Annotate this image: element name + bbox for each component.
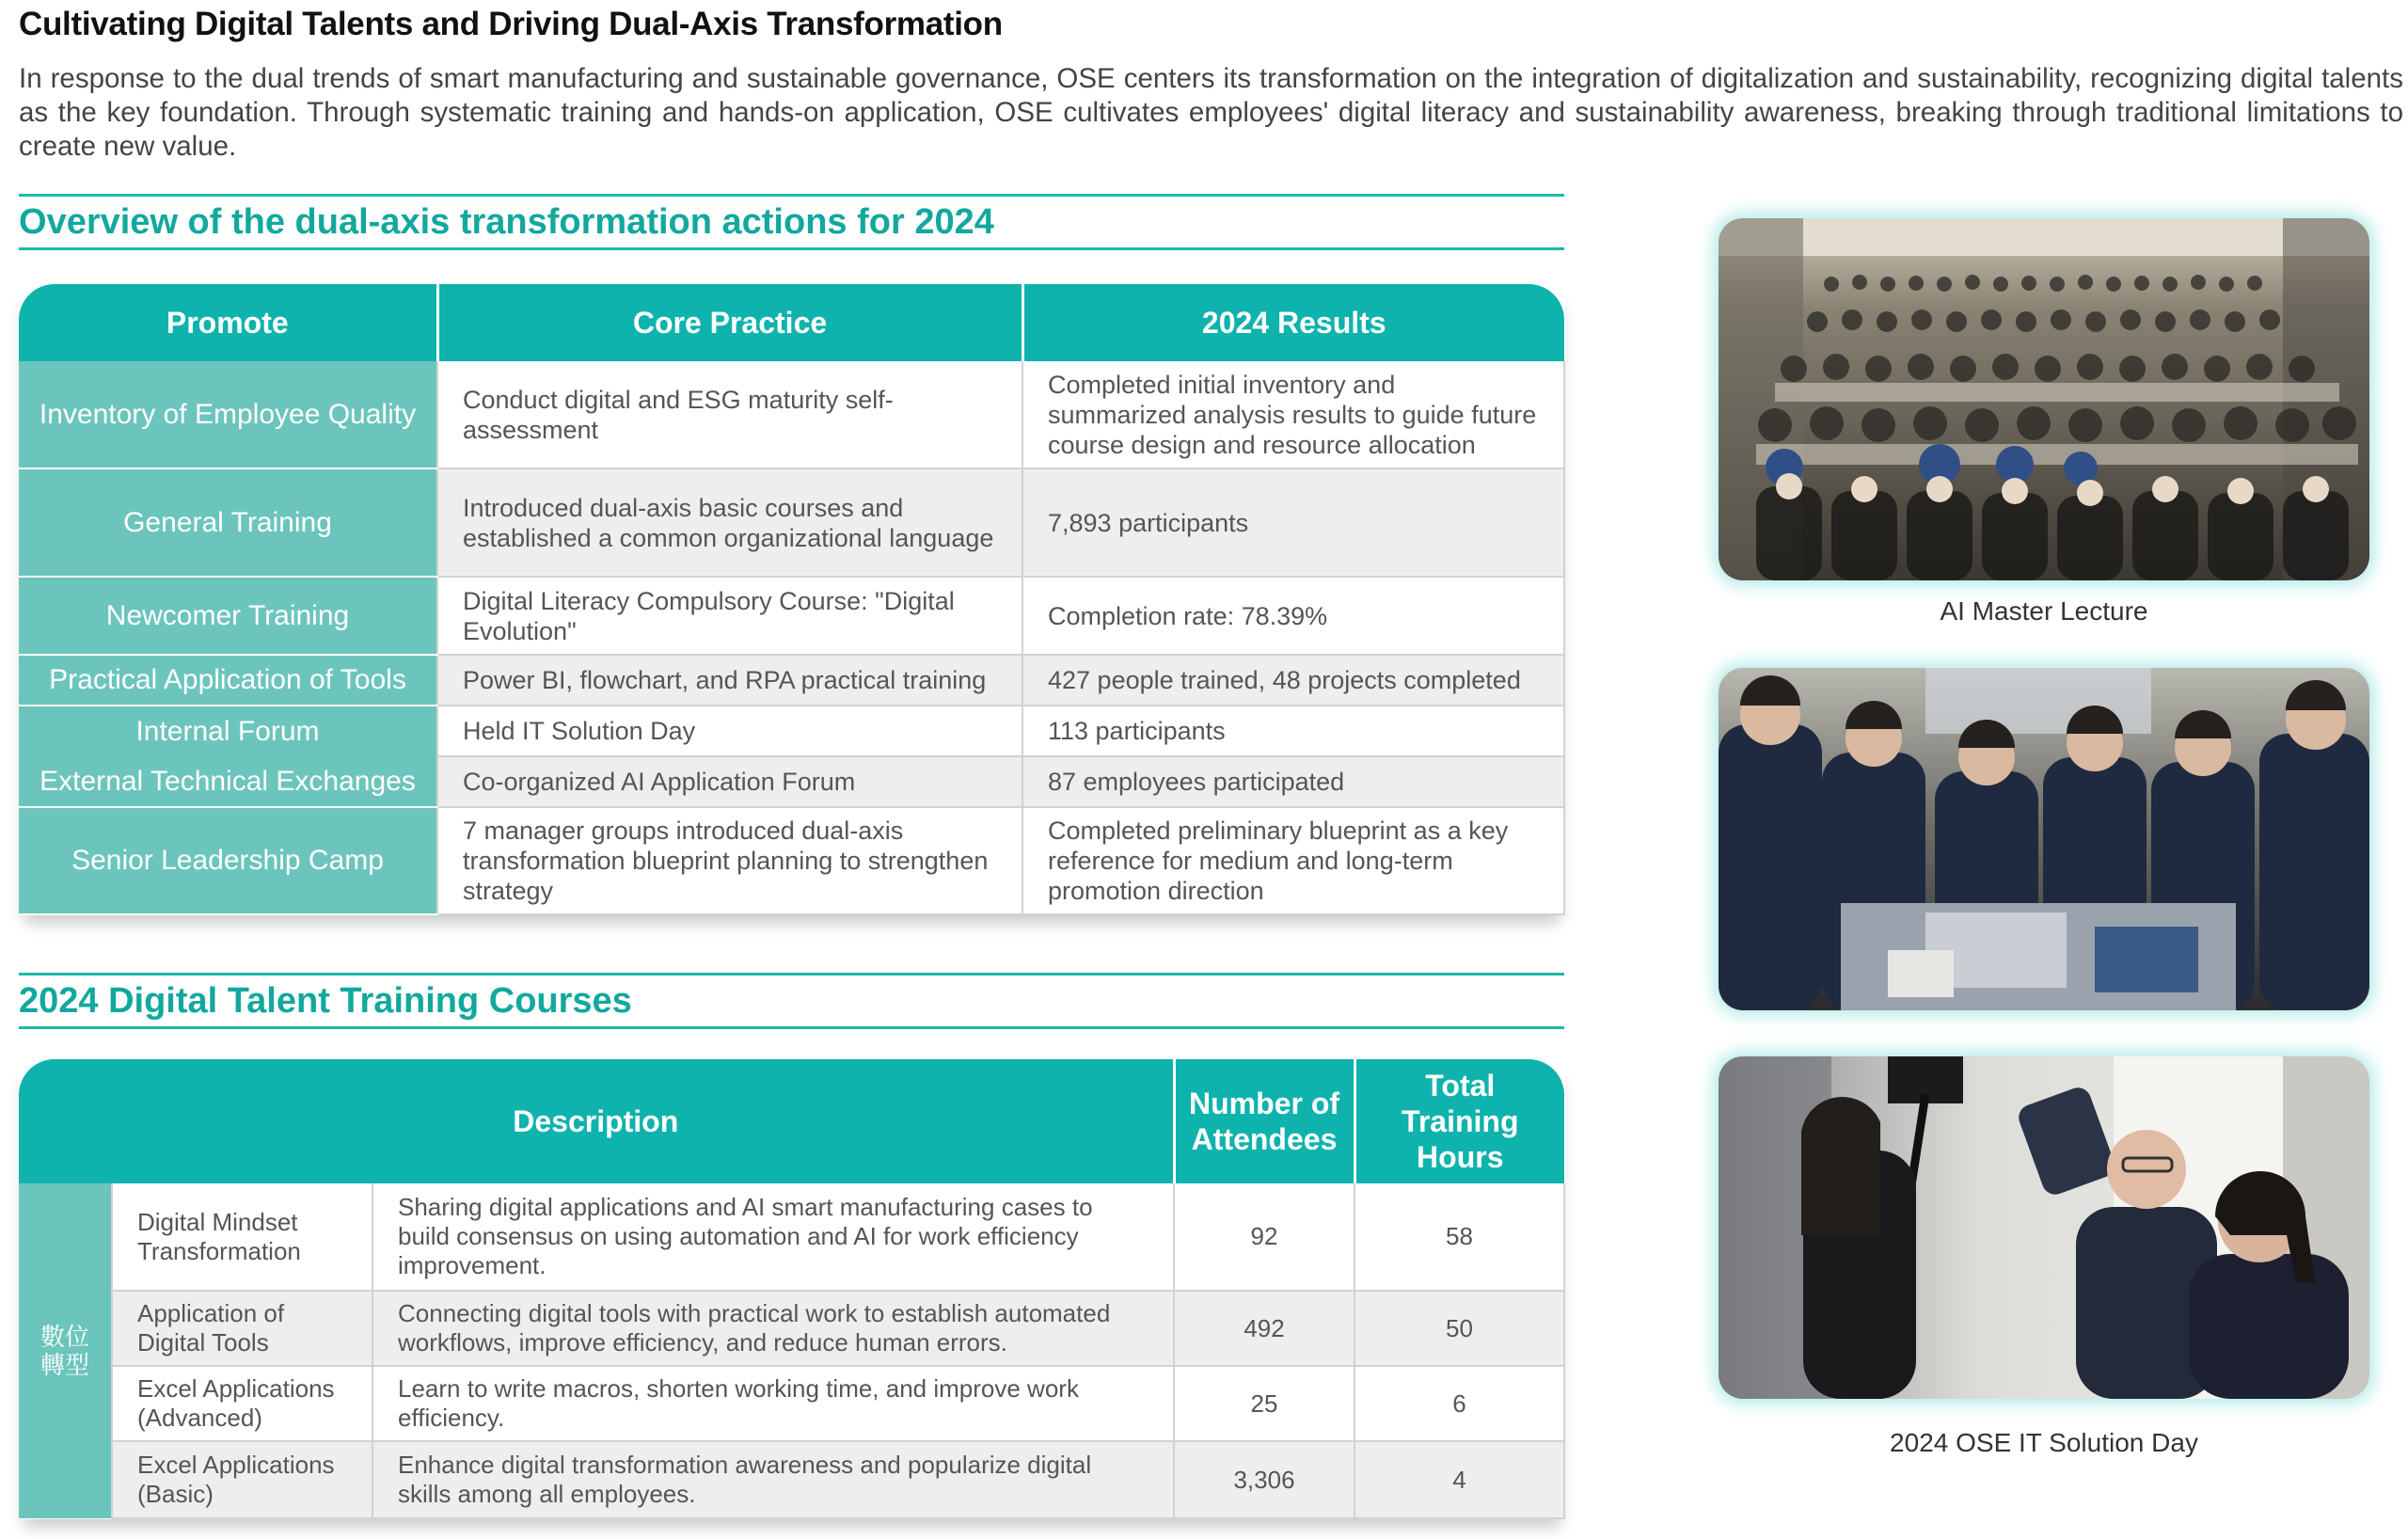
practice-cell: Introduced dual-axis basic courses and established a common organizational language	[437, 468, 1022, 577]
intro-paragraph: In response to the dual trends of smart manufacturing and sustainable governance, OSE centers its transformation on the integration of digitalization and sustainability, recognizing digital talents as the key foundation. Through systematic training and hands-on application, OSE cultivates employees' digital literacy and sustainability awareness, breaking through traditional limitations to create new value.	[19, 63, 2403, 162]
overview-heading-text: Overview of the dual-axis transformation actions for 2024	[19, 201, 994, 242]
page-title: Cultivating Digital Talents and Driving Dual-Axis Transformation	[19, 6, 1003, 42]
overview-section-heading	[19, 194, 1564, 250]
promote-cell: Inventory of Employee Quality	[19, 361, 437, 468]
course-name-cell: Application of Digital Tools	[112, 1291, 372, 1366]
course-desc-cell: Connecting digital tools with practical work to establish automated workflows, improve efficiency, and reduce human errors.	[372, 1291, 1174, 1366]
table-row	[19, 1441, 1564, 1518]
overview-table	[19, 284, 1565, 915]
course-desc-cell: Learn to write macros, shorten working time, and improve work efficiency.	[372, 1366, 1174, 1441]
result-cell: Completed preliminary blueprint as a key reference for medium and long-term promotion direction	[1022, 807, 1564, 914]
attendees-cell: 492	[1174, 1291, 1354, 1366]
attendees-cell: 92	[1174, 1183, 1354, 1291]
header-core-practice: Core Practice	[437, 284, 1022, 361]
selfie-image	[1719, 1056, 2369, 1399]
course-name-cell: Digital Mindset Transformation	[112, 1183, 372, 1291]
photo-caption-lecture: AI Master Lecture	[1940, 596, 2148, 626]
promote-cell: General Training	[19, 468, 437, 577]
photo-caption-it-solution-day: 2024 OSE IT Solution Day	[1890, 1428, 2198, 1457]
category-cell	[19, 1183, 112, 1518]
table-row	[19, 468, 1564, 577]
attendees-cell: 3,306	[1174, 1441, 1354, 1518]
hours-cell: 58	[1354, 1183, 1564, 1291]
table-row	[19, 577, 1564, 655]
promote-cell: External Technical Exchanges	[19, 756, 437, 807]
category-label: 數位轉型	[40, 1323, 89, 1379]
practice-cell: Digital Literacy Compulsory Course: "Digital Evolution"	[437, 577, 1022, 655]
header-attendees	[1174, 1059, 1354, 1183]
table-row	[19, 1183, 1564, 1291]
it-solution-day-photo	[1719, 1056, 2369, 1399]
header-hours-text: Total Training Hours	[1402, 1069, 1519, 1174]
result-cell: 7,893 participants	[1022, 468, 1564, 577]
promote-cell: Senior Leadership Camp	[19, 807, 437, 914]
courses-header-row	[19, 1059, 1564, 1183]
hours-cell: 4	[1354, 1441, 1564, 1518]
result-cell: Completed initial inventory and summarized analysis results to guide future course design and resource allocation	[1022, 361, 1564, 468]
overview-header-row	[19, 284, 1564, 361]
attendees-cell: 25	[1174, 1366, 1354, 1441]
course-name-cell: Excel Applications (Advanced)	[112, 1366, 372, 1441]
result-cell: 113 participants	[1022, 706, 1564, 756]
crowd-image	[1719, 668, 2369, 1010]
header-promote: Promote	[19, 284, 437, 361]
header-description: Description	[19, 1059, 1174, 1183]
result-cell: 87 employees participated	[1022, 756, 1564, 807]
hours-cell: 6	[1354, 1366, 1564, 1441]
promote-cell: Practical Application of Tools	[19, 655, 437, 706]
result-cell: 427 people trained, 48 projects completed	[1022, 655, 1564, 706]
hours-cell: 50	[1354, 1291, 1564, 1366]
ai-master-lecture-photo	[1719, 218, 2369, 580]
lecture-hall-image	[1719, 218, 2369, 580]
header-results: 2024 Results	[1022, 284, 1564, 361]
course-desc-cell: Enhance digital transformation awareness and popularize digital skills among all employees.	[372, 1441, 1174, 1518]
practice-cell: Power BI, flowchart, and RPA practical training	[437, 655, 1022, 706]
courses-section-heading	[19, 973, 1564, 1029]
table-row	[19, 1366, 1564, 1441]
practice-cell: Held IT Solution Day	[437, 706, 1022, 756]
header-hours	[1354, 1059, 1564, 1183]
table-row	[19, 1291, 1564, 1366]
courses-table	[19, 1059, 1565, 1519]
result-cell: Completion rate: 78.39%	[1022, 577, 1564, 655]
table-row	[19, 756, 1564, 807]
practice-cell: Conduct digital and ESG maturity self-assessment	[437, 361, 1022, 468]
practice-cell: 7 manager groups introduced dual-axis transformation blueprint planning to strengthen strategy	[437, 807, 1022, 914]
it-solution-day-crowd-photo	[1719, 668, 2369, 1010]
courses-heading-text: 2024 Digital Talent Training Courses	[19, 980, 632, 1021]
table-row	[19, 655, 1564, 706]
table-row	[19, 807, 1564, 914]
promote-cell: Internal Forum	[19, 706, 437, 756]
table-row	[19, 361, 1564, 468]
table-row	[19, 706, 1564, 756]
course-name-cell: Excel Applications (Basic)	[112, 1441, 372, 1518]
promote-cell: Newcomer Training	[19, 577, 437, 655]
practice-cell: Co-organized AI Application Forum	[437, 756, 1022, 807]
header-attendees-text: Number of Attendees	[1189, 1087, 1340, 1156]
course-desc-cell: Sharing digital applications and AI smart manufacturing cases to build consensus on using automation and AI for work efficiency improvement.	[372, 1183, 1174, 1291]
